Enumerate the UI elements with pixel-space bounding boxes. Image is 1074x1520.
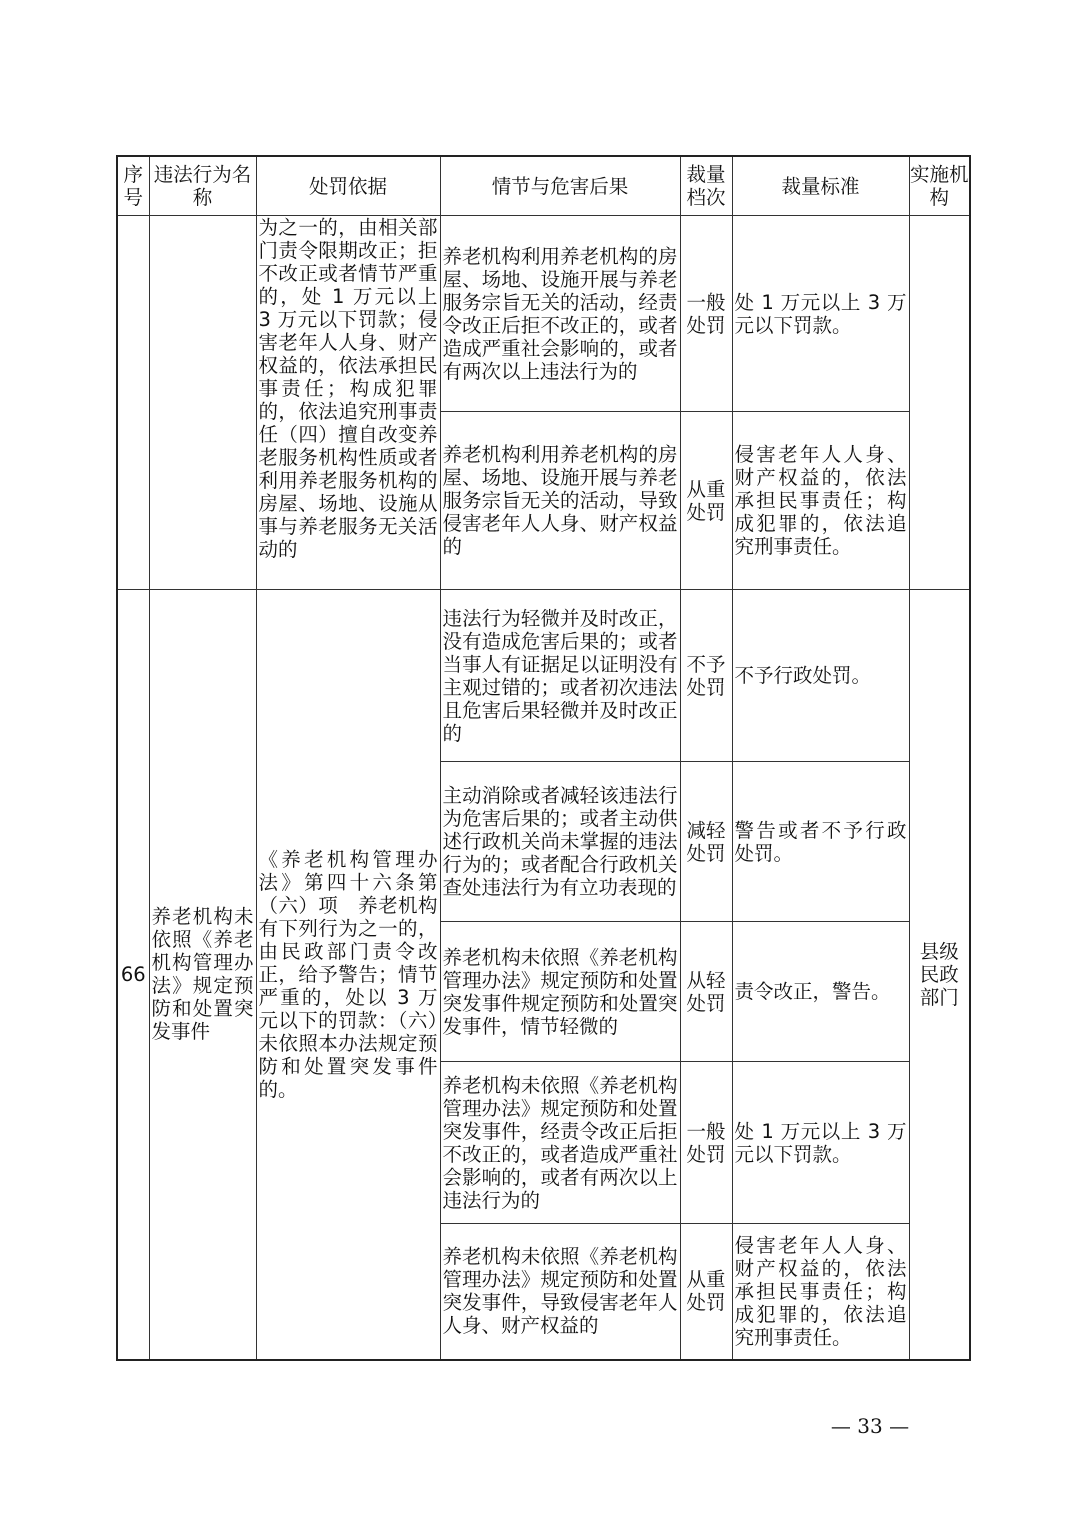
circumstance-cell: 养老机构未依照《养老机构管理办法》规定预防和处置突发事件规定预防和处置突发事件，情节轻微的 [440,922,680,1062]
grade-cell: 一般处罚 [680,1062,732,1224]
circumstance-cell: 养老机构未依照《养老机构管理办法》规定预防和处置突发事件，导致侵害老年人人身、财产权益的 [440,1224,680,1360]
header-violation-name: 违法行为名称 [149,156,256,216]
agency-cell: 县级民政部门 [909,590,970,1360]
header-seq: 序号 [117,156,149,216]
standard-cell: 责令改正，警告。 [732,922,909,1062]
page-number: — 33 — [830,1414,910,1438]
circumstance-cell: 违法行为轻微并及时改正，没有造成危害后果的；或者当事人有证据足以证明没有主观过错的；或者初次违法且危害后果轻微并及时改正的 [440,590,680,762]
grade-cell: 不予处罚 [680,590,732,762]
grade-cell: 减轻处罚 [680,762,732,922]
circumstance-cell: 养老机构利用养老机构的房屋、场地、设施开展与养老服务宗旨无关的活动，导致侵害老年人人身、财产权益的 [440,412,680,590]
penalty-basis-cell: 《养老机构管理办法》第四十六条第（六）项 养老机构有下列行为之一的，由民政部门责令改正，给予警告；情节严重的，处以 3 万元以下的罚款：（六）未依照本办法规定预防和处置突发事件的。 [256,590,440,1360]
grade-cell: 一般处罚 [680,216,732,412]
penalty-discretion-table [116,155,971,1361]
grade-cell: 从重处罚 [680,412,732,590]
agency-cell-empty [909,216,970,590]
header-agency: 实施机构 [909,156,970,216]
penalty-basis-cell: 为之一的，由相关部门责令限期改正；拒不改正或者情节严重的，处 1 万元以上 3 万元以下罚款；侵害老年人人身、财产权益的，依法承担民事责任；构成犯罪的，依法追究刑事责任（四）擅自改变养老服务机构性质或者利用养老服务机构的房屋、场地、设施从事与养老服务无关活动的 [256,216,440,590]
standard-cell: 侵害老年人人身、财产权益的，依法承担民事责任；构成犯罪的，依法追究刑事责任。 [732,412,909,590]
table-row [117,216,970,412]
header-grade: 裁量档次 [680,156,732,216]
standard-cell: 侵害老年人人身、财产权益的，依法承担民事责任；构成犯罪的，依法追究刑事责任。 [732,1224,909,1360]
seq-cell-empty [117,216,149,590]
circumstance-cell: 养老机构未依照《养老机构管理办法》规定预防和处置突发事件，经责令改正后拒不改正的，或者造成严重社会影响的，或者有两次以上违法行为的 [440,1062,680,1224]
circumstance-cell: 主动消除或者减轻该违法行为危害后果的；或者主动供述行政机关尚未掌握的违法行为的；或者配合行政机关查处违法行为有立功表现的 [440,762,680,922]
circumstance-cell: 养老机构利用养老机构的房屋、场地、设施开展与养老服务宗旨无关的活动，经责令改正后拒不改正的，或者造成严重社会影响的，或者有两次以上违法行为的 [440,216,680,412]
header-circumstance: 情节与危害后果 [440,156,680,216]
standard-cell: 警告或者不予行政处罚。 [732,762,909,922]
header-row [117,156,970,216]
header-penalty-basis: 处罚依据 [256,156,440,216]
seq-cell: 66 [117,590,149,1360]
violation-name-cell: 养老机构未依照《养老机构管理办法》规定预防和处置突发事件 [149,590,256,1360]
standard-cell: 不予行政处罚。 [732,590,909,762]
grade-cell: 从轻处罚 [680,922,732,1062]
header-standard: 裁量标准 [732,156,909,216]
standard-cell: 处 1 万元以上 3 万元以下罚款。 [732,1062,909,1224]
violation-name-cell-empty [149,216,256,590]
grade-cell: 从重处罚 [680,1224,732,1360]
table-row [117,590,970,762]
standard-cell: 处 1 万元以上 3 万元以下罚款。 [732,216,909,412]
